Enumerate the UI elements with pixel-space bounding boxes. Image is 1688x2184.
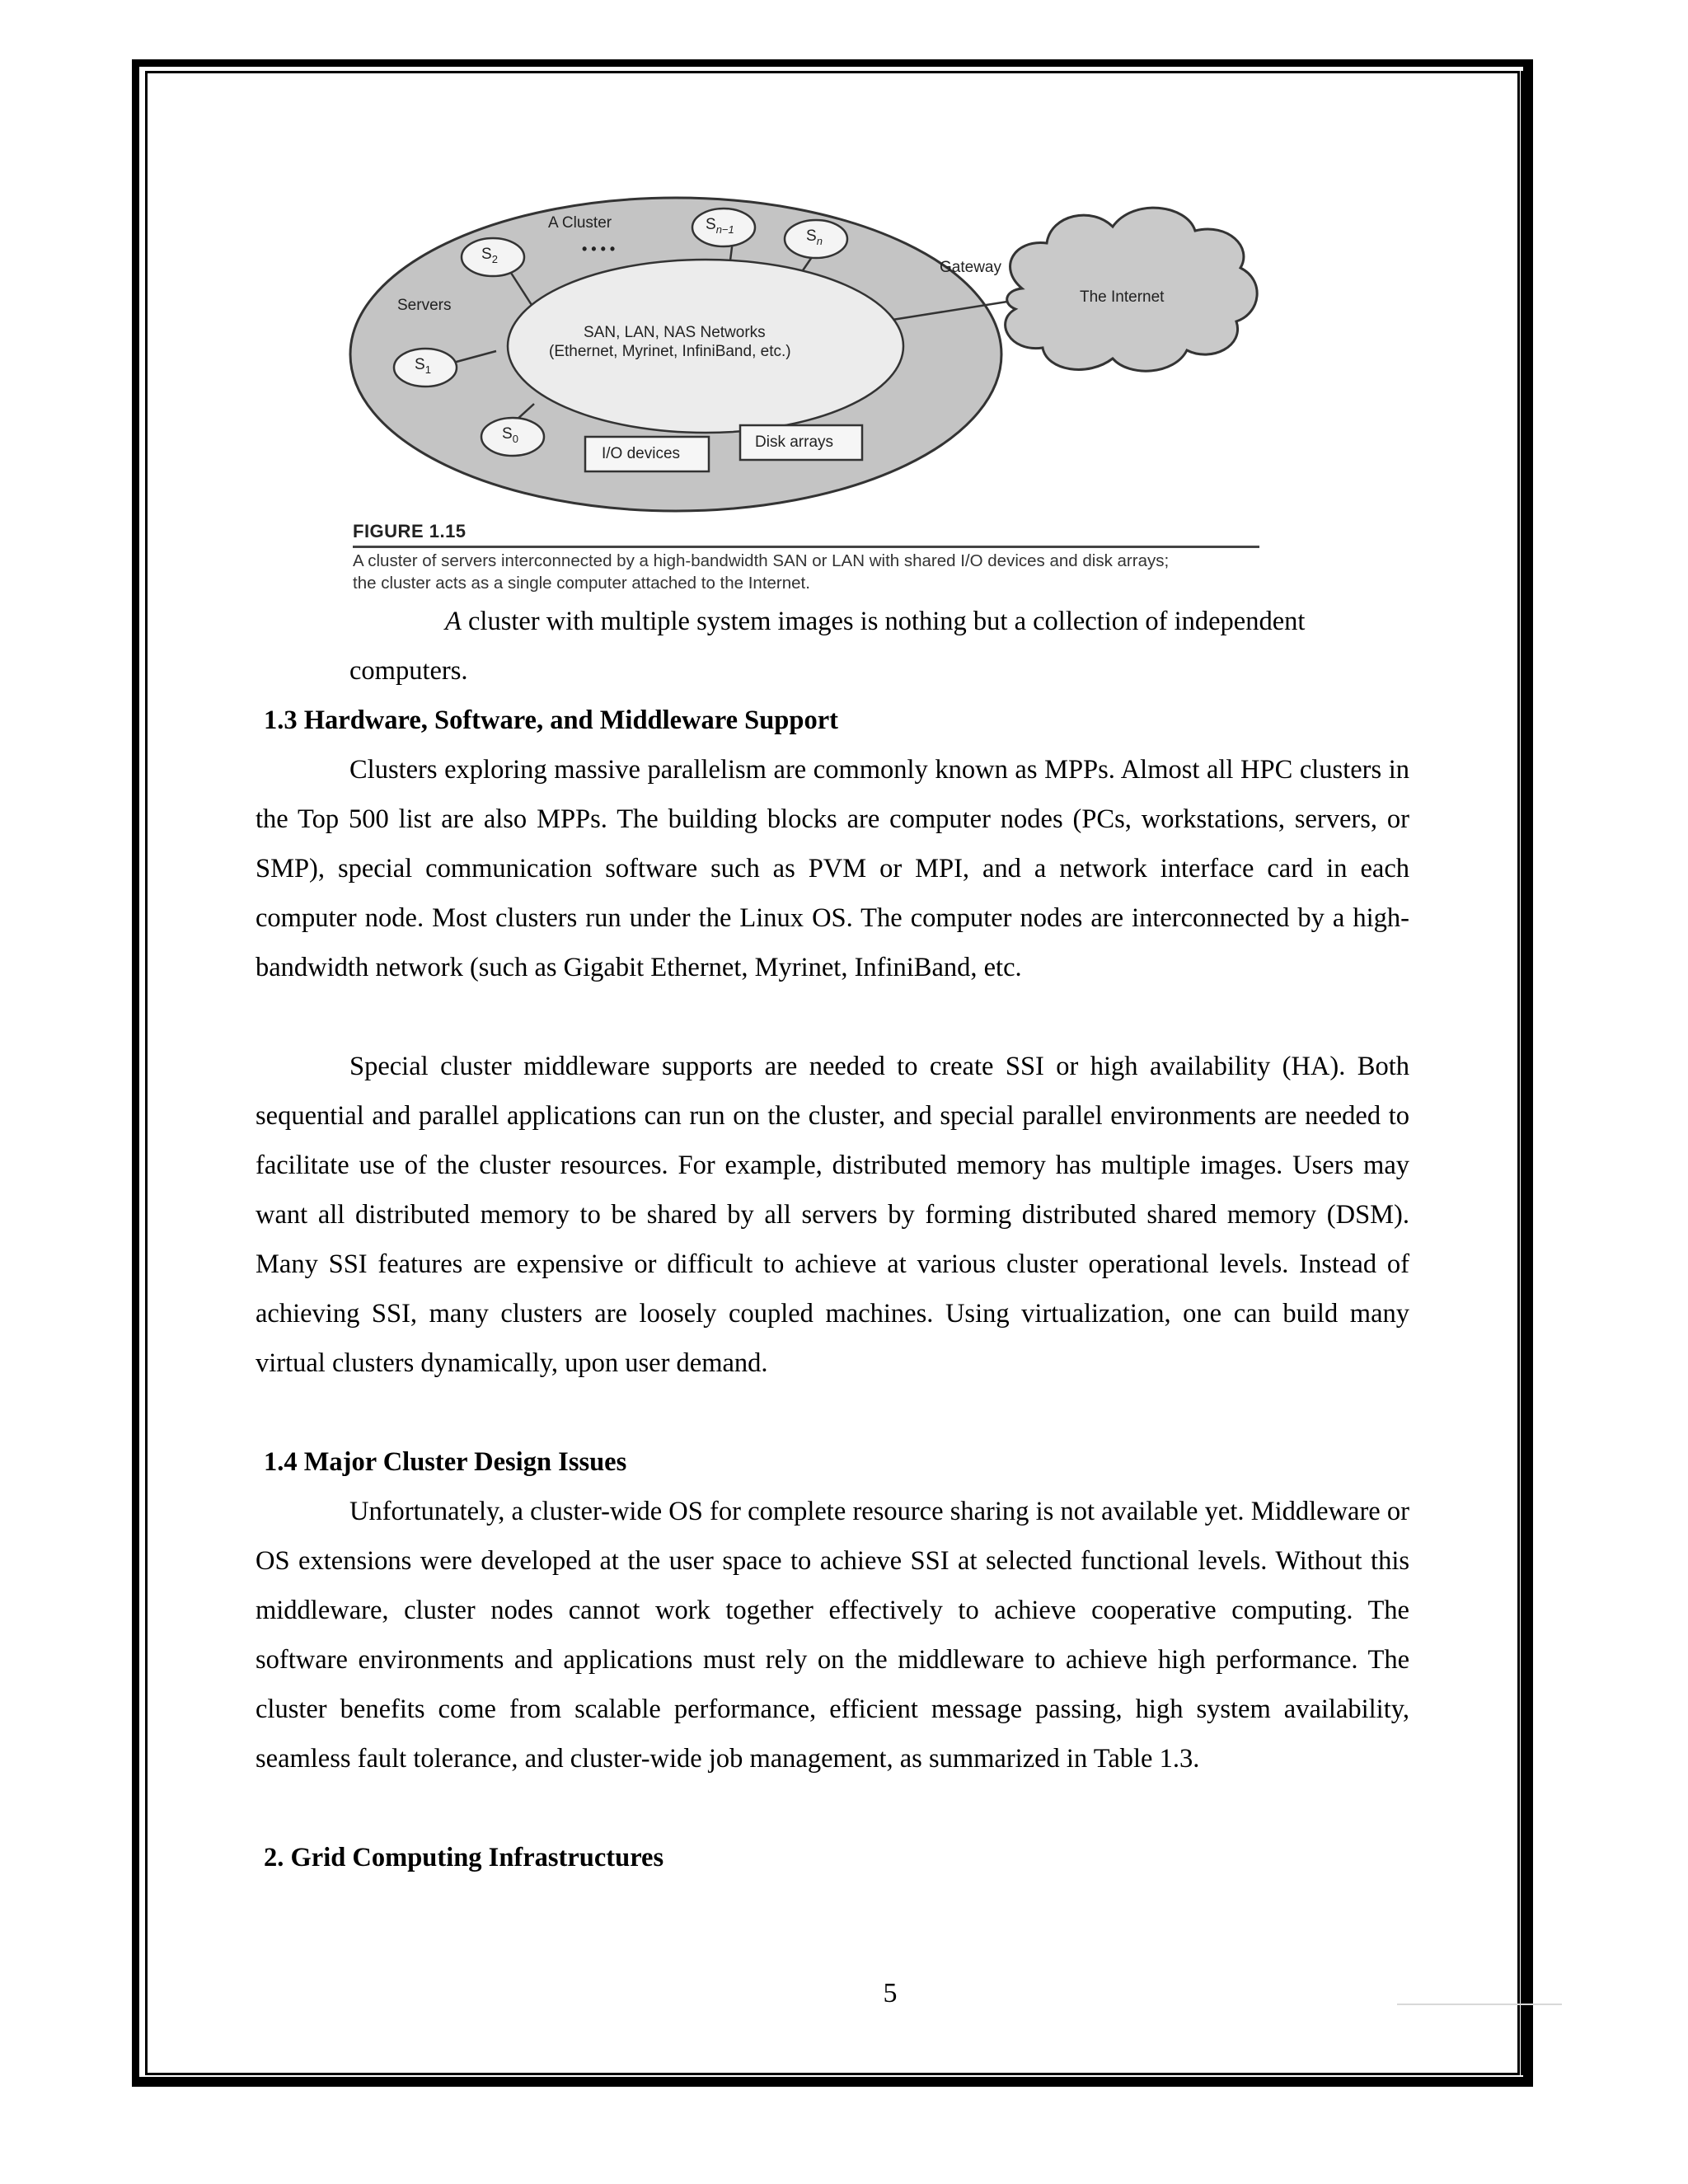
server-s1-label xyxy=(415,356,431,376)
section-1-3-paragraph-1-text: Clusters exploring massive parallelism are commonly known as MPPs. Almost all HPC clusters in the Top 500 list are also MPPs. The building blocks are computer nodes (PCs, workstations, servers, or SMP), special communication software such as PVM or MPI, and a network interface card in each computer node. Most clusters run under the Linux OS. The computer nodes are interconnected by a high-bandwidth network (such as Gigabit Ethernet, Myrinet, InfiniBand, etc. xyxy=(256,755,1409,982)
network-label-line2: (Ethernet, Myrinet, InfiniBand, etc.) xyxy=(549,343,791,360)
figure-caption xyxy=(353,550,1276,594)
server-s0-base: S xyxy=(502,425,513,443)
cluster-label: A Cluster xyxy=(548,214,612,232)
figure-title: FIGURE 1.15 xyxy=(353,521,467,541)
server-s2-sub: 2 xyxy=(491,252,498,265)
cluster-figure xyxy=(346,190,1286,519)
section-1-4-paragraph-1-text: Unfortunately, a cluster-wide OS for complete resource sharing is not available yet. Middleware or OS extensions were developed at the user space to achieve SSI at selected functional levels. Without this middleware, cluster nodes cannot work together effectively to achieve cooperative computing. The software environments and applications must rely on the middleware to achieve high performance. The cluster benefits come from scalable performance, efficient message passing, high system availability, seamless fault tolerance, and cluster-wide job management, as summarized in Table 1.3. xyxy=(256,1497,1409,1774)
intro-line1 xyxy=(445,597,1305,646)
intro-line1-text: cluster with multiple system images is nothing but a collection of independent xyxy=(461,607,1306,636)
intro-line2: computers. xyxy=(349,656,468,686)
server-sn1-sub: n−1 xyxy=(715,223,734,236)
network-label-line1: SAN, LAN, NAS Networks xyxy=(584,324,766,341)
server-sn1-base: S xyxy=(706,216,716,233)
section-1-3-heading: 1.3 Hardware, Software, and Middleware Support xyxy=(264,705,838,735)
io-devices-label: I/O devices xyxy=(602,445,681,462)
gateway-label: Gateway xyxy=(940,259,1001,276)
server-sn-base: S xyxy=(806,227,817,245)
server-s1-sub: 1 xyxy=(424,363,431,376)
section-2-heading: 2. Grid Computing Infrastructures xyxy=(264,1843,664,1872)
figure-rule xyxy=(353,546,1259,548)
section-1-3-paragraph-2-text: Special cluster middleware supports are needed to create SSI or high availability (HA). Both sequential and parallel applications can run on the cluster, and special parallel environments are needed to facilitate use of the cluster resources. For example, distributed memory has multiple images. Users may want all distributed memory to be shared by all servers by forming distributed shared memory (DSM). Many SSI features are expensive or difficult to achieve at various cluster operational levels. Instead of achieving SSI, many clusters are loosely coupled machines. Using virtualization, one can build many virtual clusters dynamically, upon user demand. xyxy=(256,1052,1409,1378)
section-1-4-heading: 1.4 Major Cluster Design Issues xyxy=(264,1447,627,1477)
page-number: 5 xyxy=(883,1978,898,2008)
internet-label: The Internet xyxy=(1080,288,1165,306)
figure-caption-line1: A cluster of servers interconnected by a high-bandwidth SAN or LAN with shared I/O devices and disk arrays; xyxy=(353,551,1170,570)
server-s0-label xyxy=(502,425,518,445)
server-sn-label xyxy=(806,227,823,247)
figure-caption-line2: the cluster acts as a single computer attached to the Internet. xyxy=(353,574,810,593)
ellipsis-dots: • • • • xyxy=(582,241,616,257)
server-sn-sub: n xyxy=(816,234,823,247)
section-1-3-paragraph-1 xyxy=(256,745,1409,992)
divider-line xyxy=(1397,2004,1562,2005)
server-s2-label xyxy=(481,246,498,265)
server-s0-sub: 0 xyxy=(512,432,518,445)
server-s2-base: S xyxy=(481,246,492,263)
disk-arrays-label: Disk arrays xyxy=(755,434,834,451)
intro-italic: A xyxy=(445,607,462,636)
server-sn1-label xyxy=(706,216,734,236)
page-border-right xyxy=(1521,71,1526,2075)
section-1-3-paragraph-2 xyxy=(256,1042,1409,1388)
servers-label: Servers xyxy=(397,297,452,314)
section-1-4-paragraph-1 xyxy=(256,1487,1409,1783)
server-s1-base: S xyxy=(415,356,425,373)
